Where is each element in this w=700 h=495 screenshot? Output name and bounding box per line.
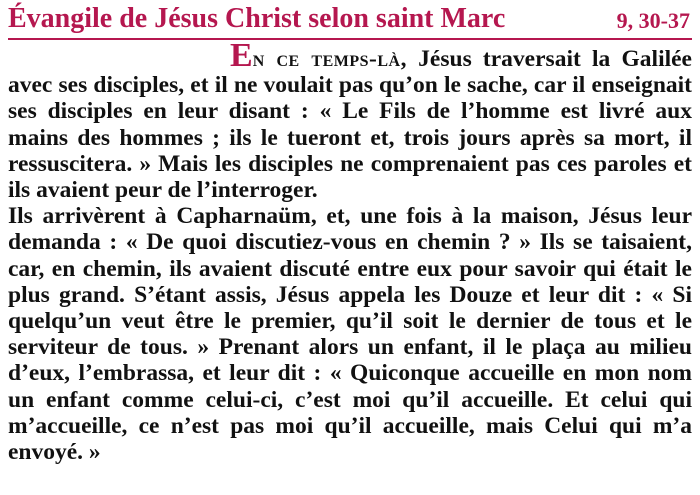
gospel-header xyxy=(8,2,692,40)
gospel-title: Évangile de Jésus Christ selon saint Marc xyxy=(8,3,506,34)
gospel-reference: 9, 30-37 xyxy=(616,8,690,33)
paragraph-2: Ils arrivèrent à Capharnaüm, et, une fois à la maison, Jésus leur demanda : « De quoi discutiez-vous en chemin ? » Ils se taisaient, car, en chemin, ils avaient discuté entre eux pour savoir qui était le plus grand. S’étant assis, Jésus appela les Douze et leur dit : « Si quelqu’un veut être le premier, qu’il soit le dernier de tous et le serviteur de tous. » Prenant alors un enfant, il le plaça au milieu d’eux, l’embrassa, et leur dit : « Quiconque accueille en mon nom un enfant comme celui-ci, c’est moi qu’il accueille. Et celui qui m’accueille, ce n’est pas moi qu’il accueille, mais Celui qui m’a envoyé. » xyxy=(8,203,692,466)
opening-smallcaps: n ce temps-là, xyxy=(252,46,407,72)
paragraph-1 xyxy=(8,37,692,204)
gospel-body xyxy=(8,37,692,466)
drop-cap: E xyxy=(230,37,253,74)
paragraph-1-text: Jésus traversait la Galilée avec ses disciples, et il ne voulait pas qu’on le sache, car il enseignait ses disciples en leur disant : « Le Fils de l’homme est livré aux mains des hommes ; ils le tueront et, trois jours après sa mort, il ressuscitera. » Mais les disciples ne comprenaient pas ces paroles et ils avaient peur de l’interroger. xyxy=(8,46,692,204)
